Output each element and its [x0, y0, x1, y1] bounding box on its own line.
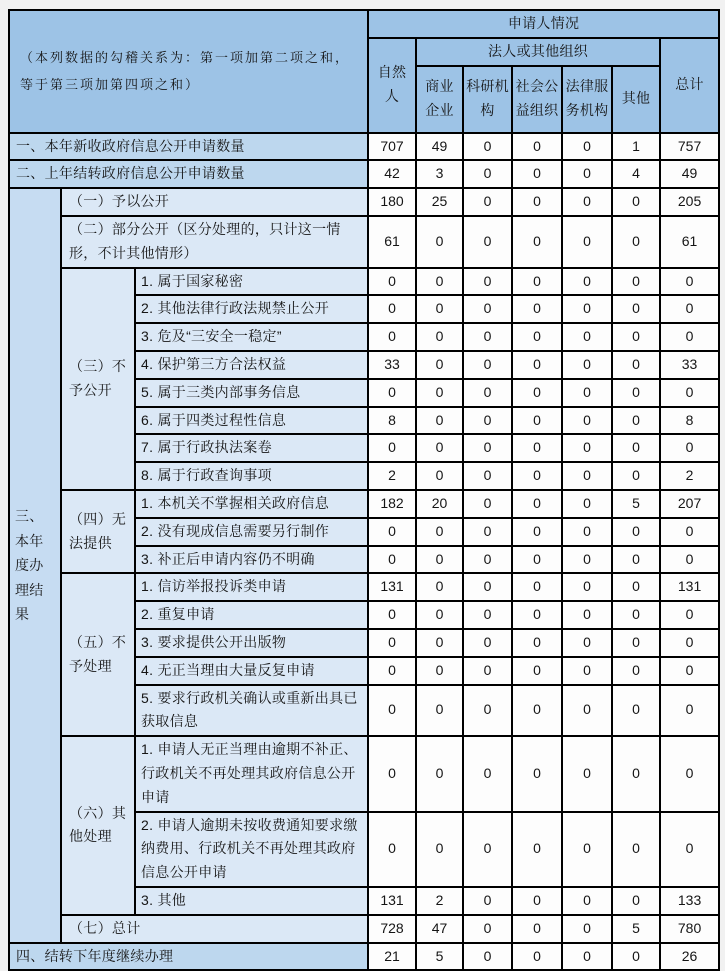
value-cell: 0	[612, 601, 660, 629]
item-label-cell: 2. 其他法律行政法规禁止公开	[135, 295, 368, 323]
value-cell: 0	[612, 462, 660, 490]
value-cell: 0	[562, 160, 612, 188]
value-cell: 2	[416, 887, 463, 915]
value-cell: 0	[463, 295, 512, 323]
value-cell: 26	[660, 943, 719, 971]
value-cell: 0	[512, 407, 562, 435]
value-cell: 0	[612, 268, 660, 296]
value-cell: 0	[463, 407, 512, 435]
item-label-cell: 3. 其他	[135, 887, 368, 915]
value-cell: 0	[562, 268, 612, 296]
value-cell: 0	[660, 295, 719, 323]
value-cell: 21	[368, 943, 416, 971]
item-label-cell: 6. 属于四类过程性信息	[135, 407, 368, 435]
value-cell: 0	[612, 736, 660, 811]
value-cell: 0	[612, 573, 660, 601]
header-org-col-cell: 科研机构	[463, 66, 512, 133]
value-cell: 0	[562, 295, 612, 323]
value-cell: 0	[512, 295, 562, 323]
value-cell: 0	[368, 657, 416, 685]
value-cell: 0	[463, 379, 512, 407]
value-cell: 0	[368, 379, 416, 407]
value-cell: 0	[512, 323, 562, 351]
value-cell: 0	[463, 685, 512, 737]
value-cell: 25	[416, 188, 463, 216]
value-cell: 0	[512, 573, 562, 601]
item-label-cell: 2. 没有现成信息需要另行制作	[135, 518, 368, 546]
value-cell: 0	[612, 323, 660, 351]
value-cell: 5	[612, 490, 660, 518]
value-cell: 0	[512, 490, 562, 518]
value-cell: 2	[660, 462, 719, 490]
value-cell: 0	[416, 268, 463, 296]
value-cell: 0	[562, 943, 612, 971]
value-cell: 0	[463, 629, 512, 657]
value-cell: 0	[463, 736, 512, 811]
value-cell: 0	[660, 323, 719, 351]
value-cell: 0	[368, 268, 416, 296]
value-cell: 0	[660, 685, 719, 737]
value-cell: 0	[512, 133, 562, 161]
value-cell: 0	[512, 546, 562, 574]
value-cell: 0	[562, 915, 612, 943]
value-cell: 0	[512, 887, 562, 915]
value-cell: 0	[463, 434, 512, 462]
value-cell: 0	[562, 812, 612, 887]
item-label-cell: 1. 本机关不掌握相关政府信息	[135, 490, 368, 518]
value-cell: 131	[368, 887, 416, 915]
value-cell: 47	[416, 915, 463, 943]
value-cell: 0	[660, 268, 719, 296]
row-label-cell: 四、结转下年度继续办理	[9, 943, 368, 971]
value-cell: 0	[463, 573, 512, 601]
value-cell: 2	[368, 462, 416, 490]
value-cell: 8	[368, 407, 416, 435]
value-cell: 0	[463, 323, 512, 351]
value-cell: 3	[416, 160, 463, 188]
value-cell: 0	[660, 518, 719, 546]
value-cell: 0	[368, 629, 416, 657]
value-cell: 0	[416, 629, 463, 657]
value-cell: 20	[416, 490, 463, 518]
value-cell: 5	[612, 915, 660, 943]
value-cell: 0	[463, 601, 512, 629]
item-label-cell: 7. 属于行政执法案卷	[135, 434, 368, 462]
value-cell: 0	[612, 188, 660, 216]
value-cell: 49	[660, 160, 719, 188]
value-cell: 0	[463, 462, 512, 490]
header-legal-org-cell: 法人或其他组织	[416, 38, 660, 66]
value-cell: 0	[612, 295, 660, 323]
value-cell: 707	[368, 133, 416, 161]
value-cell: 0	[562, 407, 612, 435]
section-label-cell: 三、本年度办理结果	[9, 188, 61, 942]
value-cell: 0	[463, 915, 512, 943]
value-cell: 0	[612, 379, 660, 407]
group-label-cell: （六）其他处理	[61, 736, 135, 915]
value-cell: 0	[562, 490, 612, 518]
value-cell: 0	[512, 216, 562, 268]
value-cell: 0	[416, 379, 463, 407]
item-label-cell: 5. 属于三类内部事务信息	[135, 379, 368, 407]
item-label-cell: 2. 申请人逾期未按收费通知要求缴纳费用、行政机关不再处理其政府信息公开申请	[135, 812, 368, 887]
value-cell: 0	[368, 518, 416, 546]
value-cell: 0	[416, 685, 463, 737]
item-label-cell: 4. 保护第三方合法权益	[135, 351, 368, 379]
value-cell: 0	[368, 812, 416, 887]
value-cell: 0	[562, 546, 612, 574]
value-cell: 0	[463, 546, 512, 574]
item-label-cell: 2. 重复申请	[135, 601, 368, 629]
value-cell: 0	[562, 601, 612, 629]
value-cell: 0	[612, 351, 660, 379]
value-cell: 182	[368, 490, 416, 518]
value-cell: 131	[660, 573, 719, 601]
header-total-cell: 总计	[660, 38, 719, 133]
value-cell: 0	[416, 295, 463, 323]
value-cell: 0	[612, 407, 660, 435]
row-label-cell: 二、上年结转政府信息公开申请数量	[9, 160, 368, 188]
value-cell: 133	[660, 887, 719, 915]
value-cell: 0	[612, 629, 660, 657]
value-cell: 0	[612, 518, 660, 546]
value-cell: 0	[512, 160, 562, 188]
value-cell: 0	[416, 657, 463, 685]
value-cell: 0	[562, 736, 612, 811]
value-cell: 0	[368, 434, 416, 462]
value-cell: 0	[660, 434, 719, 462]
value-cell: 0	[612, 812, 660, 887]
header-org-col-cell: 法律服务机构	[562, 66, 612, 133]
value-cell: 33	[660, 351, 719, 379]
item-label-cell: 1. 申请人无正当理由逾期不补正、行政机关不再处理其政府信息公开申请	[135, 736, 368, 811]
group-label-cell: （四）无法提供	[61, 490, 135, 573]
value-cell: 180	[368, 188, 416, 216]
value-cell: 0	[463, 887, 512, 915]
value-cell: 0	[562, 462, 612, 490]
value-cell: 0	[416, 601, 463, 629]
value-cell: 1	[612, 133, 660, 161]
value-cell: 0	[660, 629, 719, 657]
value-cell: 0	[562, 685, 612, 737]
value-cell: 0	[512, 736, 562, 811]
value-cell: 0	[416, 736, 463, 811]
disclosure-stats-table	[8, 9, 720, 971]
value-cell: 0	[562, 887, 612, 915]
value-cell: 49	[416, 133, 463, 161]
value-cell: 131	[368, 573, 416, 601]
value-cell: 0	[562, 188, 612, 216]
value-cell: 0	[463, 657, 512, 685]
value-cell: 0	[368, 295, 416, 323]
item-label-cell: 3. 补正后申请内容仍不明确	[135, 546, 368, 574]
group-label-cell: （七）总计	[61, 915, 368, 943]
value-cell: 780	[660, 915, 719, 943]
value-cell: 0	[612, 657, 660, 685]
value-cell: 0	[562, 351, 612, 379]
group-label-cell: （三）不予公开	[61, 268, 135, 490]
value-cell: 207	[660, 490, 719, 518]
value-cell: 0	[463, 943, 512, 971]
item-label-cell: 3. 危及“三安全一稳定”	[135, 323, 368, 351]
row-label-cell: 一、本年新收政府信息公开申请数量	[9, 133, 368, 161]
value-cell: 0	[416, 434, 463, 462]
value-cell: 0	[416, 323, 463, 351]
value-cell: 0	[416, 573, 463, 601]
value-cell: 0	[512, 268, 562, 296]
value-cell: 0	[463, 490, 512, 518]
value-cell: 0	[512, 657, 562, 685]
value-cell: 0	[416, 216, 463, 268]
value-cell: 5	[416, 943, 463, 971]
item-label-cell: 5. 要求行政机关确认或重新出具已获取信息	[135, 685, 368, 737]
item-label-cell: 3. 要求提供公开出版物	[135, 629, 368, 657]
value-cell: 0	[660, 379, 719, 407]
value-cell: 0	[512, 943, 562, 971]
value-cell: 0	[416, 407, 463, 435]
value-cell: 0	[463, 812, 512, 887]
item-label-cell: 4. 无正当理由大量反复申请	[135, 657, 368, 685]
value-cell: 0	[660, 546, 719, 574]
value-cell: 0	[463, 216, 512, 268]
value-cell: 0	[368, 546, 416, 574]
value-cell: 757	[660, 133, 719, 161]
value-cell: 0	[612, 685, 660, 737]
value-cell: 0	[562, 379, 612, 407]
value-cell: 0	[463, 351, 512, 379]
value-cell: 0	[463, 160, 512, 188]
header-org-col-cell: 商业企业	[416, 66, 463, 133]
value-cell: 0	[463, 518, 512, 546]
value-cell: 205	[660, 188, 719, 216]
value-cell: 0	[512, 601, 562, 629]
value-cell: 42	[368, 160, 416, 188]
value-cell: 0	[612, 434, 660, 462]
value-cell: 0	[512, 812, 562, 887]
value-cell: 0	[512, 629, 562, 657]
value-cell: 0	[562, 323, 612, 351]
value-cell: 0	[416, 462, 463, 490]
value-cell: 728	[368, 915, 416, 943]
value-cell: 0	[416, 351, 463, 379]
value-cell: 0	[562, 573, 612, 601]
item-label-cell: 1. 信访举报投诉类申请	[135, 573, 368, 601]
value-cell: 0	[463, 188, 512, 216]
group-label-cell: （一）予以公开	[61, 188, 368, 216]
value-cell: 0	[512, 915, 562, 943]
group-label-cell: （五）不予处理	[61, 573, 135, 736]
value-cell: 0	[368, 601, 416, 629]
value-cell: 0	[562, 133, 612, 161]
value-cell: 0	[512, 518, 562, 546]
value-cell: 0	[562, 629, 612, 657]
header-applicant-situation-cell: 申请人情况	[368, 10, 719, 38]
header-org-col-cell: 社会公益组织	[512, 66, 562, 133]
value-cell: 0	[416, 812, 463, 887]
value-cell: 0	[512, 462, 562, 490]
value-cell: 0	[612, 943, 660, 971]
value-cell: 0	[562, 657, 612, 685]
value-cell: 0	[368, 323, 416, 351]
value-cell: 0	[512, 434, 562, 462]
value-cell: 8	[660, 407, 719, 435]
value-cell: 0	[660, 657, 719, 685]
value-cell: 0	[660, 812, 719, 887]
value-cell: 61	[660, 216, 719, 268]
value-cell: 0	[612, 887, 660, 915]
value-cell: 0	[416, 518, 463, 546]
value-cell: 0	[512, 685, 562, 737]
value-cell: 33	[368, 351, 416, 379]
value-cell: 0	[660, 736, 719, 811]
value-cell: 0	[562, 216, 612, 268]
value-cell: 0	[512, 351, 562, 379]
value-cell: 0	[512, 188, 562, 216]
value-cell: 0	[463, 133, 512, 161]
value-cell: 4	[612, 160, 660, 188]
value-cell: 0	[368, 685, 416, 737]
value-cell: 0	[368, 736, 416, 811]
value-cell: 0	[416, 546, 463, 574]
value-cell: 0	[660, 601, 719, 629]
value-cell: 0	[612, 546, 660, 574]
value-cell: 0	[512, 379, 562, 407]
header-org-col-cell: 其他	[612, 66, 660, 133]
item-label-cell: 1. 属于国家秘密	[135, 268, 368, 296]
group-label-cell: （二）部分公开（区分处理的，只计这一情形，不计其他情形）	[61, 216, 368, 268]
value-cell: 0	[562, 434, 612, 462]
value-cell: 0	[612, 216, 660, 268]
value-cell: 0	[463, 268, 512, 296]
value-cell: 0	[562, 518, 612, 546]
value-cell: 61	[368, 216, 416, 268]
item-label-cell: 8. 属于行政查询事项	[135, 462, 368, 490]
header-natural-person-cell: 自然人	[368, 38, 416, 133]
table-note-cell: （本列数据的勾稽关系为：第一项加第二项之和，等于第三项加第四项之和）	[9, 10, 368, 133]
